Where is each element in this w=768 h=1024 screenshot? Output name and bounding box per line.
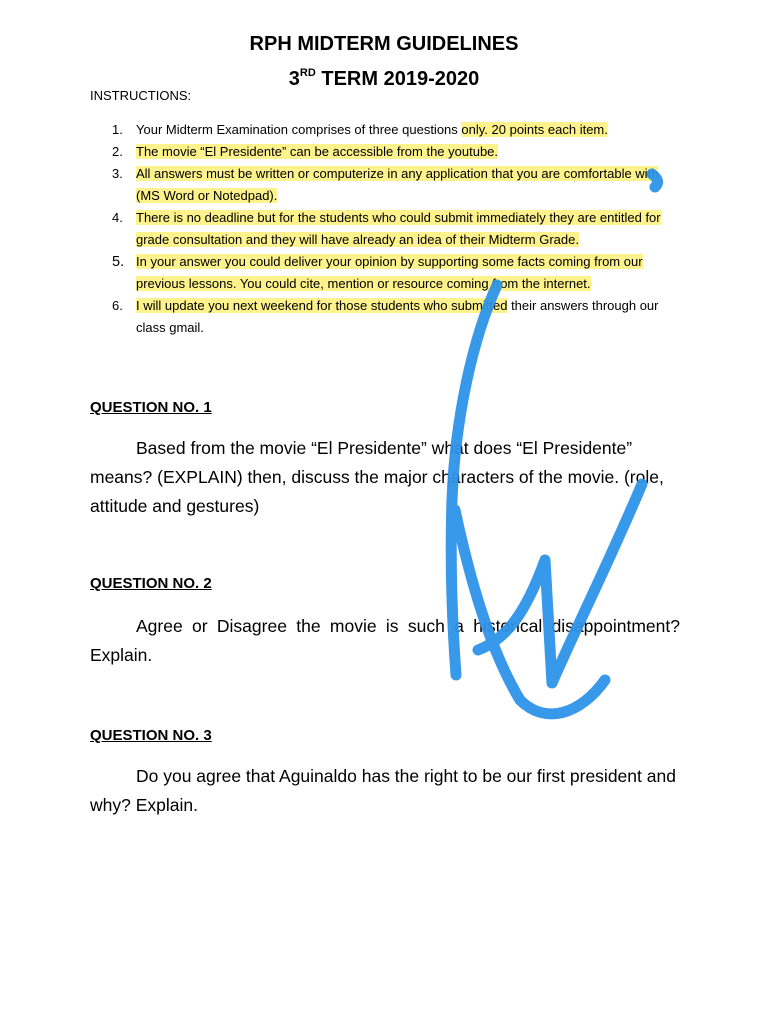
instruction-item (110, 119, 685, 141)
highlighted-text: There is no deadline but for the students who could submit immediately they are entitled for grade consultation and they will have already an idea of their Midterm Grade. (136, 210, 661, 247)
instruction-item (110, 163, 685, 207)
instruction-item (110, 295, 685, 339)
instruction-number: 2. (112, 144, 123, 159)
instruction-number: 5. (112, 254, 125, 270)
instruction-number: 4. (112, 210, 123, 225)
term-number: 3 (288, 68, 300, 90)
question-1-text: Based from the movie “El Presidente” what does “El Presidente” means? (EXPLAIN) then, discuss the major characters of the movie. (role, attitude and gestures) (90, 438, 664, 516)
highlighted-text: In your answer you could deliver your opinion by supporting some facts coming from our previous lessons. You could cite, mention or resource coming from the internet. (136, 254, 643, 291)
term-years: TERM 2019-2020 (315, 68, 480, 90)
question-3-heading: QUESTION NO. 3 (90, 727, 212, 744)
highlighted-text: The movie “El Presidente” can be accessible from the youtube. (136, 144, 499, 159)
document-title: RPH MIDTERM GUIDELINES (249, 33, 519, 55)
instruction-item (110, 141, 685, 163)
instruction-number: 3. (112, 166, 123, 181)
instruction-number: 6. (112, 298, 123, 313)
instruction-text: Your Midterm Examination comprises of three questions (136, 122, 462, 137)
highlighted-text: All answers must be written or computerize in any application that you are comfortable with (MS Word or Notedpad). (136, 166, 659, 203)
instruction-item (110, 251, 685, 295)
highlighted-text: I will update you next weekend for those students who submitted (136, 298, 508, 313)
instruction-number: 1. (112, 122, 123, 137)
instruction-text: their answers through our class gmail. (136, 298, 659, 335)
instructions-list (110, 119, 685, 339)
term-ordinal-suffix: RD (299, 67, 316, 79)
question-3-text: Do you agree that Aguinaldo has the right to be our first president and why? Explain. (90, 766, 676, 815)
instructions-heading: INSTRUCTIONS: (90, 88, 192, 103)
document-subtitle (0, 61, 768, 91)
instruction-item (110, 207, 685, 251)
question-1-heading: QUESTION NO. 1 (90, 399, 212, 416)
question-2-text: Agree or Disagree the movie is such a historical disappointment? Explain. (90, 616, 680, 665)
highlighted-text: only. 20 points each item. (461, 122, 608, 137)
question-2-heading: QUESTION NO. 2 (90, 575, 212, 592)
